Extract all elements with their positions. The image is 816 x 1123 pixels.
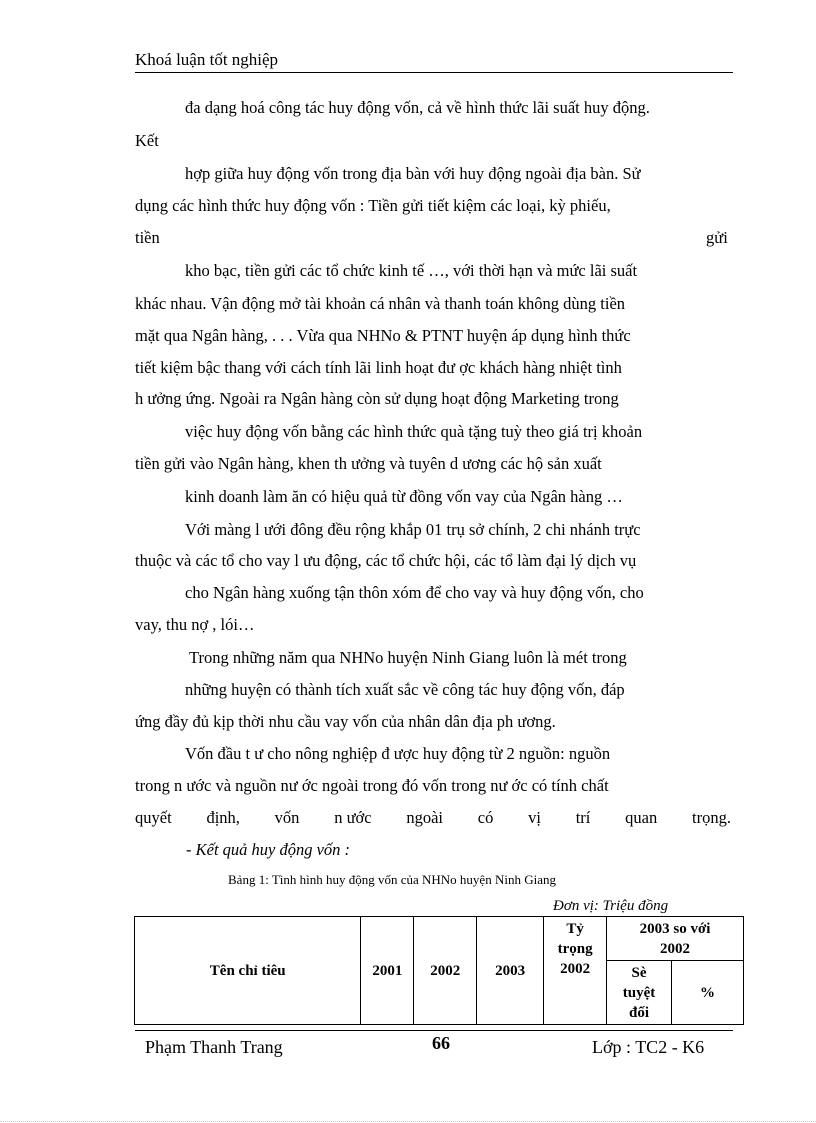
table-unit: Đơn vị: Triệu đồng (553, 898, 669, 914)
body-line-justified (135, 808, 731, 828)
body-line: kho bạc, tiền gửi các tổ chức kinh tế …, với thời hạn và mức lãi suất (185, 261, 638, 280)
word: trí (575, 808, 591, 827)
body-line: Trong những năm qua NHNo huyện Ninh Giang luôn là mét trong (189, 648, 627, 667)
word: trọng. (692, 808, 731, 827)
body-line: khác nhau. Vận động mở tài khoản cá nhân và thanh toán không dùng tiền (135, 294, 626, 313)
footer-class: Lớp : TC2 - K6 (592, 1037, 705, 1057)
funding-table (134, 916, 744, 1025)
body-line: Với màng l ưới đông đều rộng khắp 01 trụ sở chính, 2 chi nhánh trực (185, 520, 641, 539)
body-line: dụng các hình thức huy động vốn : Tiền gửi tiết kiệm các loại, kỳ phiếu, (135, 196, 611, 215)
body-line: tiền gửi vào Ngân hàng, khen th ưởng và tuyên d ương các hộ sản xuất (135, 454, 602, 473)
body-line: Vốn đầu t ư cho nông nghiệp đ ược huy động từ 2 nguồn: nguồn (185, 744, 611, 763)
body-line: trong n ước và nguồn nư ớc ngoài trong đó vốn trong nư ớc có tính chất (135, 776, 609, 795)
header-year-2003: 2003 (477, 917, 544, 1025)
body-line: những huyện có thành tích xuất sắc về công tác huy động vốn, đáp (185, 680, 625, 699)
body-line: tiết kiệm bậc thang với cách tính lãi linh hoạt đư ợc khách hàng nhiệt tình (135, 358, 622, 377)
body-line: hợp giữa huy động vốn trong địa bàn với huy động ngoài địa bàn. Sử (185, 164, 641, 183)
header-percent: % (672, 961, 744, 1025)
body-line: việc huy động vốn bằng các hình thức quà tặng tuỳ theo giá trị khoản (185, 422, 643, 441)
header-year-2001: 2001 (361, 917, 414, 1025)
word: ngoài (406, 808, 443, 827)
body-line: Kết (135, 131, 159, 150)
word: vị (528, 808, 541, 827)
body-line: ứng đầy đủ kịp thời nhu cầu vay vốn của nhân dân địa ph ương. (135, 712, 556, 731)
header-indicator-name: Tên chỉ tiêu (135, 917, 361, 1025)
footer-page-number: 66 (432, 1033, 450, 1053)
body-line: mặt qua Ngân hàng, . . . Vừa qua NHNo & PTNT huyện áp dụng hình thức (135, 326, 631, 345)
section-subheading: - Kết quả huy động vốn : (186, 840, 351, 859)
body-line: thuộc và các tổ cho vay l ưu động, các tổ chức hội, các tổ làm đại lý dịch vụ (135, 551, 637, 570)
running-header-title: Khoá luận tốt nghiệp (135, 50, 279, 69)
body-line: vay, thu nợ , lói… (135, 615, 255, 634)
header-absolute: Sè tuyệt đối (607, 961, 672, 1025)
body-line: h ưởng ứng. Ngoài ra Ngân hàng còn sử dụng hoạt động Marketing trong (135, 389, 619, 408)
word: quyết (135, 808, 172, 827)
page-edge (0, 1121, 816, 1122)
header-rule (135, 72, 733, 73)
word: định, (206, 808, 240, 827)
word: quan (625, 808, 658, 827)
body-line: đa dạng hoá công tác huy động vốn, cả về hình thức lãi suất huy động. (185, 98, 650, 117)
body-line: gửi (706, 228, 728, 247)
body-line: kinh doanh làm ăn có hiệu quả từ đồng vốn vay của Ngân hàng … (185, 487, 623, 506)
table-caption: Bảng 1: Tình hình huy động vốn của NHNo huyện Ninh Giang (228, 872, 556, 887)
word: vốn (274, 808, 300, 827)
footer-author: Phạm Thanh Trang (145, 1037, 283, 1057)
footer-rule (135, 1030, 733, 1031)
header-year-2002: 2002 (414, 917, 477, 1025)
word: có (477, 808, 494, 827)
word: n ước (334, 808, 372, 827)
body-line: tiền (135, 228, 160, 247)
header-share-2002: Tỷ trọng 2002 (544, 917, 607, 1025)
header-compare: 2003 so với 2002 (607, 917, 744, 961)
body-line: cho Ngân hàng xuống tận thôn xóm để cho vay và huy động vốn, cho (185, 583, 644, 602)
